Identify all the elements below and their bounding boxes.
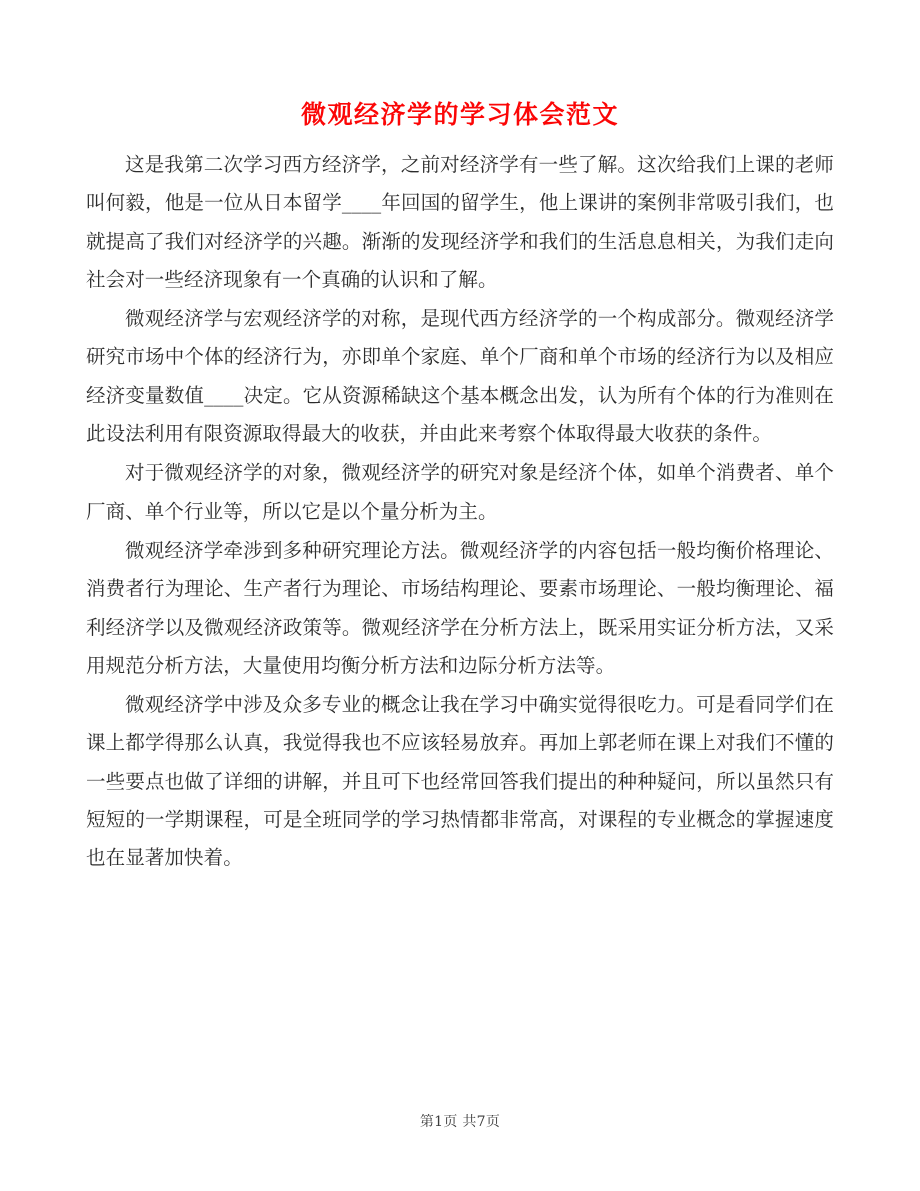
body-paragraph: 微观经济学牵涉到多种研究理论方法。微观经济学的内容包括一般均衡价格理论、消费者行为理论、生产者行为理论、市场结构理论、要素市场理论、一般均衡理论、福利经济学以及微观经济政策等。微观经济学在分析方法上，既采用实证分析方法，又采用规范分析方法，大量使用均衡分析方法和边际分析方法等。 (86, 538, 834, 677)
body-paragraph: 这是我第二次学习西方经济学，之前对经济学有一些了解。这次给我们上课的老师叫何毅，他是一位从日本留学____年回国的留学生，他上课讲的案例非常吸引我们，也就提高了我们对经济学的兴趣。渐渐的发现经济学和我们的生活息息相关，为我们走向社会对一些经济现象有一个真确的认识和了解。 (86, 153, 834, 291)
page-number-footer: 第1页 共7页 (419, 1114, 501, 1130)
page-title: 微观经济学的学习体会范文 (300, 102, 619, 129)
body-paragraph: 微观经济学中涉及众多专业的概念让我在学习中确实觉得很吃力。可是看同学们在课上都学得那么认真，我觉得我也不应该轻易放弃。再加上郭老师在课上对我们不懂的一些要点也做了详细的讲解，并且可下也经常回答我们提出的种种疑问，所以虽然只有短短的一学期课程，可是全班同学的学习热情都非常高，对课程的专业概念的掌握速度也在显著加快着。 (86, 693, 834, 870)
document-body (86, 146, 834, 879)
body-paragraph: 对于微观经济学的对象，微观经济学的研究对象是经济个体，如单个消费者、单个厂商、单个行业等，所以它是以个量分析为主。 (86, 461, 834, 523)
body-paragraph: 微观经济学与宏观经济学的对称，是现代西方经济学的一个构成部分。微观经济学研究市场中个体的经济行为，亦即单个家庭、单个厂商和单个市场的经济行为以及相应经济变量数值____决定。它从资源稀缺这个基本概念出发，认为所有个体的行为准则在此设法利用有限资源取得最大的收获，并由此来考察个体取得最大收获的条件。 (86, 307, 834, 446)
